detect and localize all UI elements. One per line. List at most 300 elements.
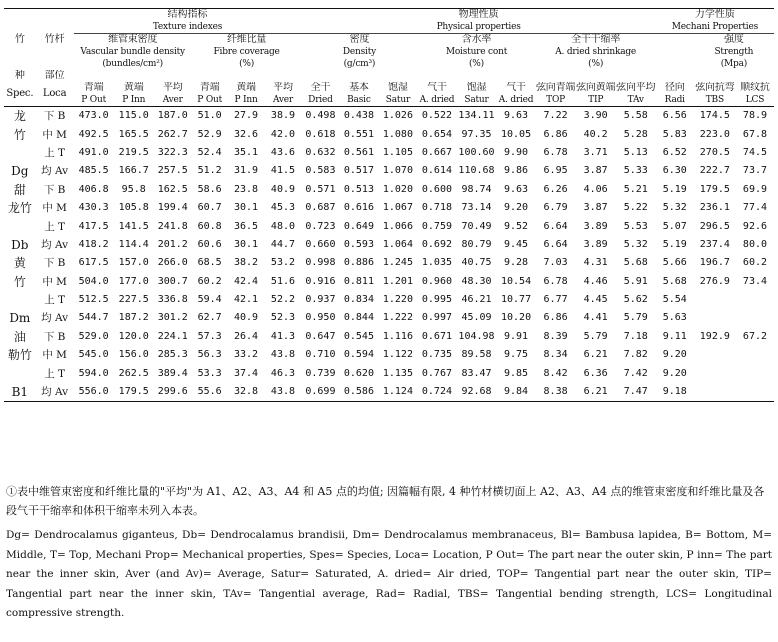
position-cell: 上 T <box>44 367 66 380</box>
position-cell: 中 M <box>42 275 67 288</box>
subcolumn-header-en: P Inn <box>234 95 258 105</box>
properties-table <box>4 8 774 402</box>
value-cell: 0.593 <box>343 238 374 250</box>
value-cell: 0.759 <box>421 220 452 232</box>
value-cell: 5.58 <box>623 110 648 122</box>
value-cell: 0.916 <box>305 275 336 287</box>
table-row <box>4 273 774 291</box>
position-cell: 均 Av <box>41 312 69 325</box>
value-cell: 10.05 <box>500 128 532 140</box>
value-cell: 92.68 <box>456 383 496 402</box>
value-cell: 5.62 <box>623 294 648 306</box>
value-cell: 0.723 <box>305 220 336 232</box>
value-cell: 285.3 <box>157 349 188 361</box>
subcolumn-header <box>378 82 417 107</box>
value-cell: 1.124 <box>378 383 417 402</box>
value-cell: 32.6 <box>234 128 259 140</box>
value-cell: 41.5 <box>270 165 296 177</box>
position-cell: 下 B <box>43 183 66 196</box>
subcolumn-header-row <box>4 82 774 107</box>
value-cell: 68.5 <box>197 257 222 269</box>
value-cell: 0.498 <box>305 110 336 122</box>
density-en: Density <box>342 47 376 57</box>
value-cell: 201.2 <box>157 238 188 250</box>
mechanical-group-en: Mechani Properties <box>671 22 759 32</box>
value-cell: 0.632 <box>305 146 336 158</box>
species-cell: 油 <box>13 329 26 344</box>
value-cell: 9.85 <box>503 367 529 379</box>
table-row <box>4 199 774 217</box>
value-cell: 0.571 <box>305 183 336 195</box>
strength-en: Strength <box>714 47 754 57</box>
value-cell: 1.220 <box>382 294 413 306</box>
subcolumn-header <box>192 82 228 107</box>
subcolumn-header <box>265 82 302 107</box>
table-row <box>4 328 774 346</box>
value-cell: 1.070 <box>382 165 413 177</box>
value-cell: 6.21 <box>576 383 616 402</box>
value-cell: 7.42 <box>623 367 648 379</box>
value-cell: 1.105 <box>382 146 413 158</box>
value-cell: 62.7 <box>197 312 222 324</box>
value-cell: 0.995 <box>421 294 452 306</box>
value-cell: 73.4 <box>742 275 768 287</box>
value-cell: 80.0 <box>742 238 768 250</box>
value-cell: 0.844 <box>343 312 374 324</box>
value-cell: 40.9 <box>270 183 296 195</box>
value-cell: 485.5 <box>78 165 109 177</box>
moisture-unit: (%) <box>469 59 484 69</box>
value-cell: 512.5 <box>78 294 109 306</box>
value-cell: 545.0 <box>78 349 109 361</box>
species-cell: Dm <box>9 311 31 326</box>
position-header-1: 竹杆 <box>36 9 74 71</box>
value-cell: 89.58 <box>461 349 492 361</box>
subcolumn-header <box>228 82 265 107</box>
value-cell: 0.614 <box>421 165 452 177</box>
value-cell: 48.0 <box>270 220 296 232</box>
value-cell: 430.3 <box>78 202 109 214</box>
value-cell: 0.937 <box>305 294 336 306</box>
value-cell: 0.551 <box>343 128 374 140</box>
subcolumn-header-en: Basic <box>347 95 371 105</box>
value-cell: 9.20 <box>662 349 687 361</box>
table-row <box>4 291 774 309</box>
value-cell: 0.586 <box>339 383 378 402</box>
value-cell: 5.13 <box>623 146 648 158</box>
value-cell: 4.45 <box>583 294 608 306</box>
position-cell: 下 B <box>43 110 66 123</box>
value-cell: 37.4 <box>234 367 259 379</box>
value-cell: 0.594 <box>343 349 374 361</box>
value-cell: 0.767 <box>421 367 452 379</box>
value-cell: 9.75 <box>503 349 529 361</box>
value-cell: 35.1 <box>234 146 259 158</box>
subcolumn-header-cn: 平均 <box>273 82 293 93</box>
value-cell: 60.6 <box>197 238 222 250</box>
subcolumn-header-cn: 饱湿 <box>388 82 408 93</box>
value-cell: 0.545 <box>343 330 374 342</box>
subcolumn-header-cn: 黄端 <box>236 82 256 93</box>
value-cell: 6.78 <box>543 146 568 158</box>
value-cell: 41.3 <box>270 330 296 342</box>
value-cell: 6.77 <box>543 294 568 306</box>
value-cell <box>694 364 736 382</box>
value-cell: 3.89 <box>583 220 608 232</box>
subcolumn-header <box>616 82 656 107</box>
value-cell: 73.14 <box>461 202 492 214</box>
value-cell <box>736 364 774 382</box>
value-cell: 23.8 <box>234 183 259 195</box>
value-cell: 0.671 <box>421 330 452 342</box>
value-cell: 504.0 <box>78 275 109 287</box>
value-cell: 5.63 <box>662 312 687 324</box>
value-cell: 0.950 <box>305 312 336 324</box>
value-cell: 473.0 <box>78 110 109 122</box>
texture-group-header <box>74 9 302 34</box>
value-cell: 0.710 <box>305 349 336 361</box>
value-cell: 53.2 <box>270 257 296 269</box>
value-cell: 0.600 <box>421 183 452 195</box>
value-cell: 9.90 <box>503 146 529 158</box>
value-cell: 46.3 <box>270 367 296 379</box>
texture-group-en: Texture indexes <box>152 22 223 32</box>
value-cell: 594.0 <box>78 367 109 379</box>
value-cell: 48.30 <box>461 275 492 287</box>
value-cell: 5.54 <box>662 294 687 306</box>
density-cn: 密度 <box>349 34 370 45</box>
subcolumn-header-cn: 平均 <box>162 82 183 93</box>
species-cell: 勒竹 <box>7 348 32 363</box>
value-cell: 9.86 <box>503 165 529 177</box>
value-cell: 7.18 <box>623 330 648 342</box>
value-cell: 0.561 <box>343 146 374 158</box>
position-cell: 中 M <box>42 202 67 215</box>
texture-group-cn: 结构指标 <box>167 9 208 20</box>
value-cell: 5.19 <box>662 238 687 250</box>
value-cell: 6.78 <box>543 275 568 287</box>
value-cell: 31.9 <box>234 165 259 177</box>
value-cell <box>694 346 736 364</box>
position-cell: 中 M <box>42 128 67 141</box>
value-cell: 196.7 <box>699 257 730 269</box>
subcolumn-header <box>656 82 694 107</box>
position-cell: 上 T <box>44 294 66 307</box>
value-cell: 224.1 <box>157 330 188 342</box>
value-cell: 134.11 <box>458 110 495 122</box>
value-cell: 529.0 <box>78 330 109 342</box>
value-cell: 5.22 <box>623 202 648 214</box>
vbd-en: Vascular bundle density <box>80 47 185 57</box>
value-cell: 0.998 <box>305 257 336 269</box>
value-cell: 322.3 <box>157 146 188 158</box>
strength-header <box>694 34 774 71</box>
value-cell: 59.4 <box>197 294 222 306</box>
value-cell: 3.71 <box>583 146 608 158</box>
mechanical-group-header <box>656 9 774 34</box>
fc-header <box>192 34 302 71</box>
value-cell: 492.5 <box>78 128 109 140</box>
value-cell: 266.0 <box>157 257 188 269</box>
value-cell: 299.6 <box>154 383 192 402</box>
value-cell: 5.33 <box>623 165 648 177</box>
table-row <box>4 236 774 254</box>
value-cell: 1.245 <box>382 257 413 269</box>
species-header-en: Spec. <box>4 82 36 107</box>
species-cell: 龙竹 <box>7 201 32 216</box>
group-header-row <box>4 9 774 34</box>
value-cell: 6.26 <box>543 183 568 195</box>
value-cell: 9.84 <box>497 383 536 402</box>
shrinkage-cn: 全干干缩率 <box>571 34 621 45</box>
value-cell: 491.0 <box>78 146 109 158</box>
value-cell: 30.1 <box>234 238 259 250</box>
value-cell: 70.49 <box>461 220 492 232</box>
species-cell: 黄 <box>13 256 26 271</box>
value-cell: 40.2 <box>583 128 608 140</box>
value-cell: 60.8 <box>197 220 222 232</box>
moisture-header <box>417 34 535 71</box>
species-cell <box>4 217 36 235</box>
value-cell: 53.3 <box>197 367 222 379</box>
subcolumn-header <box>74 82 114 107</box>
value-cell: 4.41 <box>583 312 608 324</box>
value-cell: 32.8 <box>228 383 265 402</box>
value-cell: 417.5 <box>78 220 109 232</box>
density-header <box>301 34 417 71</box>
value-cell: 5.79 <box>583 330 608 342</box>
value-cell: 10.54 <box>500 275 532 287</box>
value-cell: 33.2 <box>234 349 259 361</box>
value-cell: 97.35 <box>461 128 492 140</box>
mechanical-group-cn: 力学性质 <box>694 9 735 20</box>
value-cell: 0.886 <box>343 257 374 269</box>
value-cell: 73.7 <box>742 165 768 177</box>
physical-group-en: Physical properties <box>436 22 521 32</box>
value-cell: 0.687 <box>305 202 336 214</box>
value-cell: 83.47 <box>461 367 492 379</box>
value-cell: 74.5 <box>742 146 768 158</box>
value-cell: 157.0 <box>118 257 149 269</box>
table-row <box>4 309 774 327</box>
species-cell: B1 <box>4 383 36 402</box>
value-cell: 8.42 <box>543 367 568 379</box>
value-cell: 219.5 <box>118 146 149 158</box>
value-cell: 9.63 <box>503 110 529 122</box>
subcolumn-header-en: P Out <box>81 95 106 105</box>
fc-en: Fibre coverage <box>213 47 280 57</box>
value-cell: 120.0 <box>118 330 149 342</box>
table-row <box>4 346 774 364</box>
value-cell: 9.28 <box>503 257 529 269</box>
value-cell: 162.5 <box>157 183 188 195</box>
value-cell: 1.026 <box>382 110 413 122</box>
value-cell: 6.52 <box>662 146 687 158</box>
value-cell: 418.2 <box>78 238 109 250</box>
value-cell: 257.5 <box>157 165 188 177</box>
value-cell: 1.116 <box>382 330 413 342</box>
value-cell: 67.2 <box>742 330 768 342</box>
value-cell: 0.649 <box>343 220 374 232</box>
value-cell: 156.0 <box>118 349 149 361</box>
value-cell: 1.135 <box>382 367 413 379</box>
value-cell: 7.82 <box>623 349 648 361</box>
abbreviations: Dg= Dendrocalamus giganteus, Db= Dendrocalamus brandisii, Dm= Dendrocalamus membranaceus, Bl= Bambusa lapidea, B= Bottom, M= Middle, T= Top, Mechani Prop= Mechanical properties, Spes= Species, Loca= Location, P Out= The part near the outer skin, P inn= The part near the inner skin, Aver (and Av)= Average, Satur= Saturated, A. dried= Air dried, TOP= Tangential part near the outer skin, TIP= Tangential part near the inner skin, TAv= Tangential average, Rad= Radial, TBS= Tangential bending strength, LCS= Longitudinal compressive strength. <box>6 529 772 619</box>
subcolumn-header-cn: 气干 <box>427 82 447 93</box>
value-cell: 262.7 <box>157 128 188 140</box>
subcolumn-header-en: Dried <box>308 95 333 105</box>
value-cell: 241.8 <box>157 220 188 232</box>
value-cell: 98.74 <box>461 183 492 195</box>
value-cell: 389.4 <box>157 367 188 379</box>
value-cell: 55.6 <box>192 383 228 402</box>
position-cell: 下 B <box>43 330 66 343</box>
value-cell: 296.5 <box>699 220 730 232</box>
value-cell: 60.7 <box>197 202 222 214</box>
value-cell: 174.5 <box>699 110 730 122</box>
value-cell: 300.7 <box>157 275 188 287</box>
value-cell: 6.64 <box>543 238 568 250</box>
value-cell: 78.9 <box>742 110 768 122</box>
value-cell: 1.222 <box>382 312 413 324</box>
footnote: ①表中维管束密度和纤维比量的"平均"为 A1、A2、A3、A4 和 A5 点的均值; 因篇幅有限, 4 种竹材横切面上 A2、A3、A4 点的维管束密度和纤维比量及各段气干干缩率和体积干缩率未列入本表。 <box>6 485 765 517</box>
subcolumn-header-en: A. dried <box>498 95 534 105</box>
value-cell: 6.95 <box>543 165 568 177</box>
value-cell: 3.87 <box>583 165 608 177</box>
value-cell: 9.52 <box>503 220 529 232</box>
value-cell: 56.3 <box>197 349 222 361</box>
value-cell: 223.0 <box>699 128 730 140</box>
value-cell: 58.6 <box>197 183 222 195</box>
value-cell: 3.89 <box>583 238 608 250</box>
value-cell: 42.4 <box>234 275 259 287</box>
value-cell: 45.09 <box>461 312 492 324</box>
value-cell: 52.9 <box>197 128 222 140</box>
value-cell: 9.63 <box>503 183 529 195</box>
subcolumn-header <box>497 82 536 107</box>
subcolumn-header-en: TOP <box>546 95 565 105</box>
value-cell: 80.79 <box>461 238 492 250</box>
value-cell: 7.47 <box>616 383 656 402</box>
value-cell: 1.066 <box>382 220 413 232</box>
value-cell: 45.3 <box>270 202 296 214</box>
subcolumn-header <box>736 82 774 107</box>
value-cell <box>736 346 774 364</box>
value-cell: 1.201 <box>382 275 413 287</box>
value-cell: 38.9 <box>270 110 296 122</box>
subcolumn-header <box>301 82 339 107</box>
subcolumn-header-cn: 气干 <box>506 82 526 93</box>
value-cell: 57.3 <box>197 330 222 342</box>
value-cell: 165.5 <box>118 128 149 140</box>
value-cell <box>694 309 736 327</box>
shrinkage-unit: (%) <box>588 59 604 69</box>
value-cell: 0.618 <box>305 128 336 140</box>
subcolumn-header-cn: 弦向青端 <box>535 82 576 93</box>
value-cell: 192.9 <box>699 330 730 342</box>
value-cell: 27.9 <box>234 110 259 122</box>
value-cell: 69.9 <box>742 183 768 195</box>
notes <box>6 482 772 630</box>
value-cell: 187.2 <box>118 312 149 324</box>
subcolumn-header-en: Satur <box>385 95 411 105</box>
value-cell: 0.735 <box>421 349 452 361</box>
value-cell <box>694 383 736 402</box>
value-cell: 6.56 <box>662 110 687 122</box>
value-cell: 51.0 <box>197 110 222 122</box>
value-cell: 0.667 <box>421 146 452 158</box>
value-cell <box>736 309 774 327</box>
species-cell <box>4 144 36 162</box>
value-cell: 0.647 <box>305 330 336 342</box>
table-body <box>4 107 774 402</box>
value-cell: 43.8 <box>265 383 302 402</box>
fc-unit: (%) <box>239 59 255 69</box>
subcolumn-header-cn: 弦向抗弯 <box>695 82 735 93</box>
value-cell: 8.39 <box>543 330 568 342</box>
species-cell: 龙 <box>13 109 26 124</box>
table-row <box>4 254 774 272</box>
value-cell: 42.0 <box>270 128 296 140</box>
species-cell <box>4 291 36 309</box>
table-row <box>4 107 774 126</box>
value-cell: 0.811 <box>343 275 374 287</box>
value-cell: 5.07 <box>662 220 687 232</box>
subcolumn-header-cn: 青端 <box>199 82 220 93</box>
density-unit: (g/cm³) <box>343 59 376 69</box>
blank-header-band <box>74 70 774 82</box>
value-cell: 30.1 <box>234 202 259 214</box>
subcolumn-header-cn: 顺纹抗 <box>740 82 770 93</box>
value-cell: 9.18 <box>656 383 694 402</box>
value-cell: 0.522 <box>421 110 452 122</box>
value-cell: 40.9 <box>234 312 259 324</box>
value-cell: 0.997 <box>421 312 452 324</box>
value-cell: 0.660 <box>305 238 336 250</box>
subcolumn-header <box>339 82 378 107</box>
value-cell: 6.86 <box>543 312 568 324</box>
value-cell: 0.692 <box>421 238 452 250</box>
subcolumn-header-en: Aver <box>272 95 293 105</box>
shrinkage-en: A. dried shrinkage <box>555 47 637 57</box>
fc-cn: 纤维比量 <box>226 34 267 45</box>
moisture-cn: 含水率 <box>461 34 492 45</box>
physical-group-cn: 物理性质 <box>458 9 499 20</box>
physical-group-header <box>301 9 655 34</box>
species-cell: Dg <box>11 164 29 179</box>
subcolumn-header-en: P Out <box>197 95 223 105</box>
property-header-row <box>4 34 774 71</box>
value-cell: 51.6 <box>270 275 296 287</box>
species-cell: 竹 <box>13 127 26 142</box>
value-cell: 9.45 <box>503 238 529 250</box>
value-cell: 5.83 <box>662 128 687 140</box>
radial-spacer <box>656 34 694 71</box>
value-cell: 0.517 <box>343 165 374 177</box>
subcolumn-header <box>536 82 576 107</box>
value-cell: 7.22 <box>543 110 568 122</box>
value-cell: 60.2 <box>197 275 222 287</box>
strength-unit: (Mpa) <box>720 59 748 69</box>
value-cell: 110.68 <box>458 165 495 177</box>
value-cell: 5.32 <box>623 238 648 250</box>
value-cell: 5.66 <box>662 257 687 269</box>
subcolumn-header-cn: 弦向黄端 <box>576 82 616 93</box>
value-cell: 38.2 <box>234 257 259 269</box>
position-cell: 均 Av <box>41 238 69 251</box>
value-cell: 0.438 <box>343 110 374 122</box>
subcolumn-header-en: Aver <box>162 95 183 105</box>
